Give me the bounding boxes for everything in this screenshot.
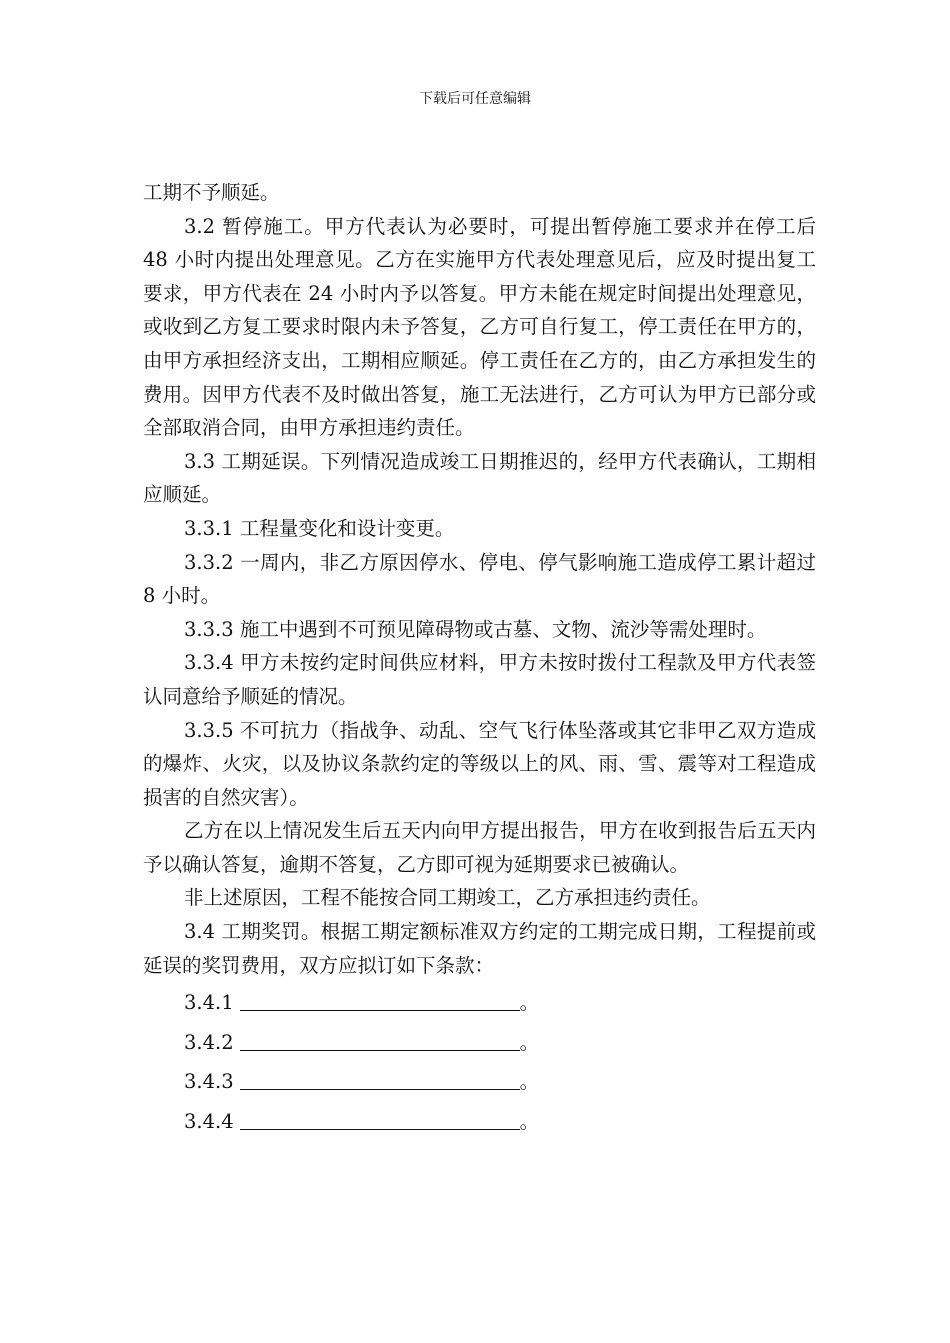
paragraph-report: 乙方在以上情况发生后五天内向甲方提出报告，甲方在收到报告后五天内予以确认答复，逾期不答复，乙方即可视为延期要求已被确认。 bbox=[143, 819, 816, 876]
paragraph-3-4: 3.4 工期奖罚。根据工期定额标准双方约定的工期完成日期，工程提前或延误的奖罚费用，双方应拟订如下条款： bbox=[143, 920, 816, 977]
fill-in-blank[interactable] bbox=[240, 986, 520, 1011]
clause-number: 3.4.1 bbox=[184, 991, 234, 1015]
fill-in-blank[interactable] bbox=[240, 1065, 520, 1090]
paragraph-3-2: 3.2 暂停施工。甲方代表认为必要时，可提出暂停施工要求并在停工后 48 小时内提出处理意见。乙方在实施甲方代表处理意见后，应及时提出复工要求，甲方代表在 24 小时内予以答复。甲方未能在规定时间提出处理意见，或收到乙方复工要求时限内未予答复，乙方可自行复工，停工责任在甲方的，由甲方承担经济支出，工期相应顺延。停工责任在乙方的，由乙方承担发生的费用。因甲方代表不及时做出答复，施工无法进行，乙方可认为甲方已部分或全部取消合同，由甲方承担违约责任。 bbox=[143, 214, 816, 440]
clause-end: 。 bbox=[519, 1030, 540, 1054]
fill-in-blank[interactable] bbox=[240, 1026, 520, 1051]
paragraph: 工期不予顺延。 bbox=[143, 181, 280, 204]
clause-number: 3.4.4 bbox=[184, 1110, 234, 1134]
fill-in-blank[interactable] bbox=[240, 1105, 520, 1130]
paragraph-3-3: 3.3 工期延误。下列情况造成竣工日期推迟的，经甲方代表确认，工期相应顺延。 bbox=[143, 449, 816, 507]
clause-number: 3.4.3 bbox=[184, 1070, 234, 1094]
document-body bbox=[143, 176, 816, 1139]
clause-number: 3.4.2 bbox=[184, 1030, 234, 1054]
page-header: 下载后可任意编辑 bbox=[419, 91, 531, 107]
paragraph-3-3-2: 3.3.2 一周内，非乙方原因停水、停电、停气影响施工造成停工累计超过 8 小时。 bbox=[143, 550, 816, 608]
paragraph-3-3-5: 3.3.5 不可抗力（指战争、动乱、空气飞行体坠落或其它非甲乙双方造成的爆炸、火灾，以及协议条款约定的等级以上的风、雨、雪、震等对工程造成损害的自然灾害）。 bbox=[143, 718, 816, 809]
clause-end: 。 bbox=[519, 1070, 540, 1094]
paragraph-liability: 非上述原因，工程不能按合同工期竣工，乙方承担违约责任。 bbox=[184, 886, 711, 910]
blank-clause-3-4-1 bbox=[143, 986, 816, 1020]
paragraph-3-3-3: 3.3.3 施工中遇到不可预见障碍物或古墓、文物、流沙等需处理时。 bbox=[184, 617, 767, 641]
blank-clause-3-4-4 bbox=[143, 1105, 816, 1139]
paragraph-3-3-1: 3.3.1 工程量变化和设计变更。 bbox=[184, 516, 455, 540]
clause-end: 。 bbox=[519, 991, 540, 1015]
paragraph-3-3-4: 3.3.4 甲方未按约定时间供应材料，甲方未按时拨付工程款及甲方代表签认同意给予顺延的情况。 bbox=[143, 651, 816, 708]
clause-end: 。 bbox=[519, 1110, 540, 1134]
blank-clause-3-4-3 bbox=[143, 1065, 816, 1099]
blank-clause-3-4-2 bbox=[143, 1026, 816, 1060]
